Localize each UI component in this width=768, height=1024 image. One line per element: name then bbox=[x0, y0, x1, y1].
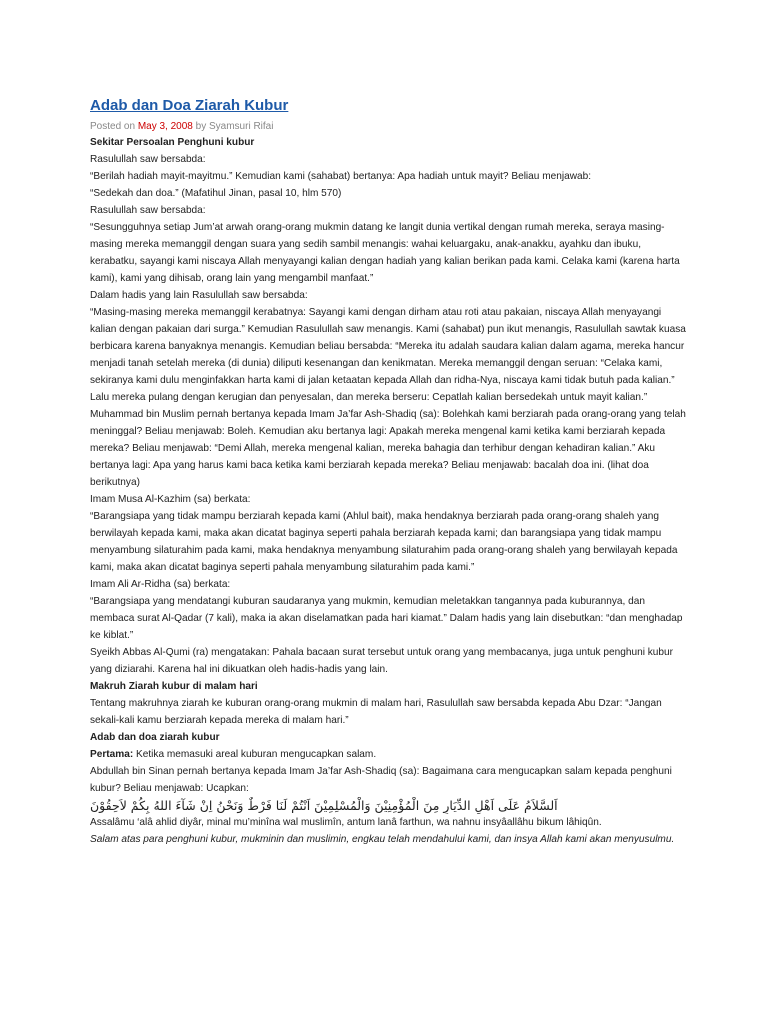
section-heading: Sekitar Persoalan Penghuni kubur bbox=[90, 137, 255, 148]
post-date-link[interactable]: May 3, 2008 bbox=[137, 121, 193, 132]
paragraph: Syeikh Abbas Al-Qumi (ra) mengatakan: Pahala bacaan surat tersebut untuk orang yang membacanya, juga untuk penghuni kubur yang diziarahi. Karena hal ini dikuatkan oleh hadis-hadis yang lain. bbox=[90, 647, 673, 675]
paragraph bbox=[90, 746, 690, 763]
translation: Salam atas para penghuni kubur, mukminin dan muslimin, engkau telah mendahului kami, dan insya Allah kami akan menyusulmu. bbox=[90, 834, 675, 845]
post-meta bbox=[90, 119, 690, 134]
step-text: Ketika memasuki areal kuburan mengucapkan salam. bbox=[133, 749, 377, 760]
paragraph: “Sesungguhnya setiap Jum’at arwah orang-orang mukmin datang ke langit dunia vertikal dengan rumah mereka, seraya masing-masing mereka memanggil dengan suara yang sedih sambil menangis: wahai keluargaku, anak-anakku, ayahku dan ibuku, kerabatku, sayangi kami niscaya Allah menyayangi kalian dengan hadiah yang kalian berikan pada kami. Celaka kami (karena harta kami), kami yang dihisab, orang lain yang mengambil manfaat.” bbox=[90, 222, 680, 284]
paragraph: “Barangsiapa yang mendatangi kuburan saudaranya yang mukmin, kemudian meletakkan tangannya pada kuburannya, dan membaca surat Al-Qadar (7 kali), maka ia akan diselamatkan pada hari kiamat.” Dalam hadis yang lain disebutkan: “dan menghadap ke kiblat.” bbox=[90, 596, 683, 641]
paragraph: Imam Musa Al-Kazhim (sa) berkata: bbox=[90, 494, 251, 505]
paragraph: Imam Ali Ar-Ridha (sa) berkata: bbox=[90, 579, 231, 590]
paragraph: Muhammad bin Muslim pernah bertanya kepada Imam Ja’far Ash-Shadiq (sa): Bolehkah kami berziarah pada orang-orang yang telah meninggal? Beliau menjawab: Boleh. Kemudian aku bertanya lagi: Apakah mereka mengenal kami ketika kami berziarah kepada mereka? Beliau menjawab: “Demi Allah, mereka mengenal kalian, mereka bahagia dan terhibur dengan kehadiran kalian.” Aku bertanya lagi: Apa yang harus kami baca ketika kami berziarah kepada mereka? Beliau menjawab: bacalah doa ini. (lihat doa berikutnya) bbox=[90, 409, 686, 488]
paragraph: “Barangsiapa yang tidak mampu berziarah kepada kami (Ahlul bait), maka hendaknya berziarah pada orang-orang shaleh yang berwilayah kepada kami, maka akan dicatat baginya seperti pahala berziarah kepada kami; dan barangsiapa yang tidak mampu menyambung silaturahim pada kami, maka hendaknya menyambung silaturahim pada orang-orang shaleh yang berwilayah kepada kami, maka akan dicatat baginya seperti pahala menyambung silaturahim pada kami.” bbox=[90, 511, 678, 573]
section-heading: Makruh Ziarah kubur di malam hari bbox=[90, 681, 258, 692]
transliteration: Assalâmu ‘alâ ahlid diyâr, minal mu’minîna wal muslimîn, antum lanâ farthun, wa nahnu insyâallâhu bikum lâhiqûn. bbox=[90, 817, 602, 828]
section-heading: Adab dan doa ziarah kubur bbox=[90, 732, 220, 743]
paragraph: Dalam hadis yang lain Rasulullah saw bersabda: bbox=[90, 290, 308, 301]
arabic-prayer: اَلسَّلاَمُ عَلَى اَهْلِ الدِّيَارِ مِنَ الْمُؤْمِنِيْنَ وَالْمُسْلِمِيْنَ اَنْتُمْ لَنَا فَرْطٌ وَنَحْنُ اِنْ شَآءَ اللهُ بِكُمْ لاَحِقُوْنَ bbox=[90, 798, 558, 813]
paragraph: Rasulullah saw bersabda: bbox=[90, 154, 206, 165]
paragraph: Rasulullah saw bersabda: bbox=[90, 205, 206, 216]
article bbox=[90, 96, 690, 848]
by-label: by bbox=[195, 121, 207, 132]
paragraph: “Berilah hadiah mayit-mayitmu.” Kemudian kami (sahabat) bertanya: Apa hadiah untuk mayit? Beliau menjawab: bbox=[90, 171, 592, 182]
paragraph: Tentang makruhnya ziarah ke kuburan orang-orang mukmin di malam hari, Rasulullah saw bersabda kepada Abu Dzar: “Jangan sekali-kali kamu berziarah kepada mereka di malam hari.” bbox=[90, 698, 662, 726]
post-title-link[interactable]: Adab dan Doa Ziarah Kubur bbox=[90, 97, 289, 114]
paragraph: “Sedekah dan doa.” (Mafatihul Jinan, pasal 10, hlm 570) bbox=[90, 188, 342, 199]
posted-on-label: Posted on bbox=[90, 121, 136, 132]
post-body bbox=[90, 134, 690, 848]
paragraph: Abdullah bin Sinan pernah bertanya kepada Imam Ja’far Ash-Shadiq (sa): Bagaimana cara mengucapkan salam kepada penghuni kubur? Beliau menjawab: Ucapkan: bbox=[90, 766, 672, 794]
step-label: Pertama: bbox=[90, 749, 134, 760]
paragraph: “Masing-masing mereka memanggil kerabatnya: Sayangi kami dengan dirham atau roti atau pakaian, niscaya Allah menyayangi kalian dengan pakaian dari surga.” Kemudian Rasulullah saw menangis. Kami (sahabat) pun ikut menangis, Rasulullah sawtak kuasa berbicara karena banyaknya menangis. Kemudian beliau bersabda: “Mereka itu adalah saudara kalian dalam agama, mereka hancur menjadi tanah setelah mereka (di dunia) diliputi kesenangan dan kenikmatan. Mereka memanggil dengan seruan: “Celaka kami, sekiranya kami dulu menginfakkan harta kami di jalan ketaatan kepada Allah dan ridha-Nya, niscaya kami tidak butuh pada kalian.” Lalu mereka pulang dengan kerugian dan penyesalan, dan mereka berseru: Cepatlah kalian bersedekah untuk mayit kalian.” bbox=[90, 307, 686, 403]
post-author: Syamsuri Rifai bbox=[209, 121, 274, 132]
